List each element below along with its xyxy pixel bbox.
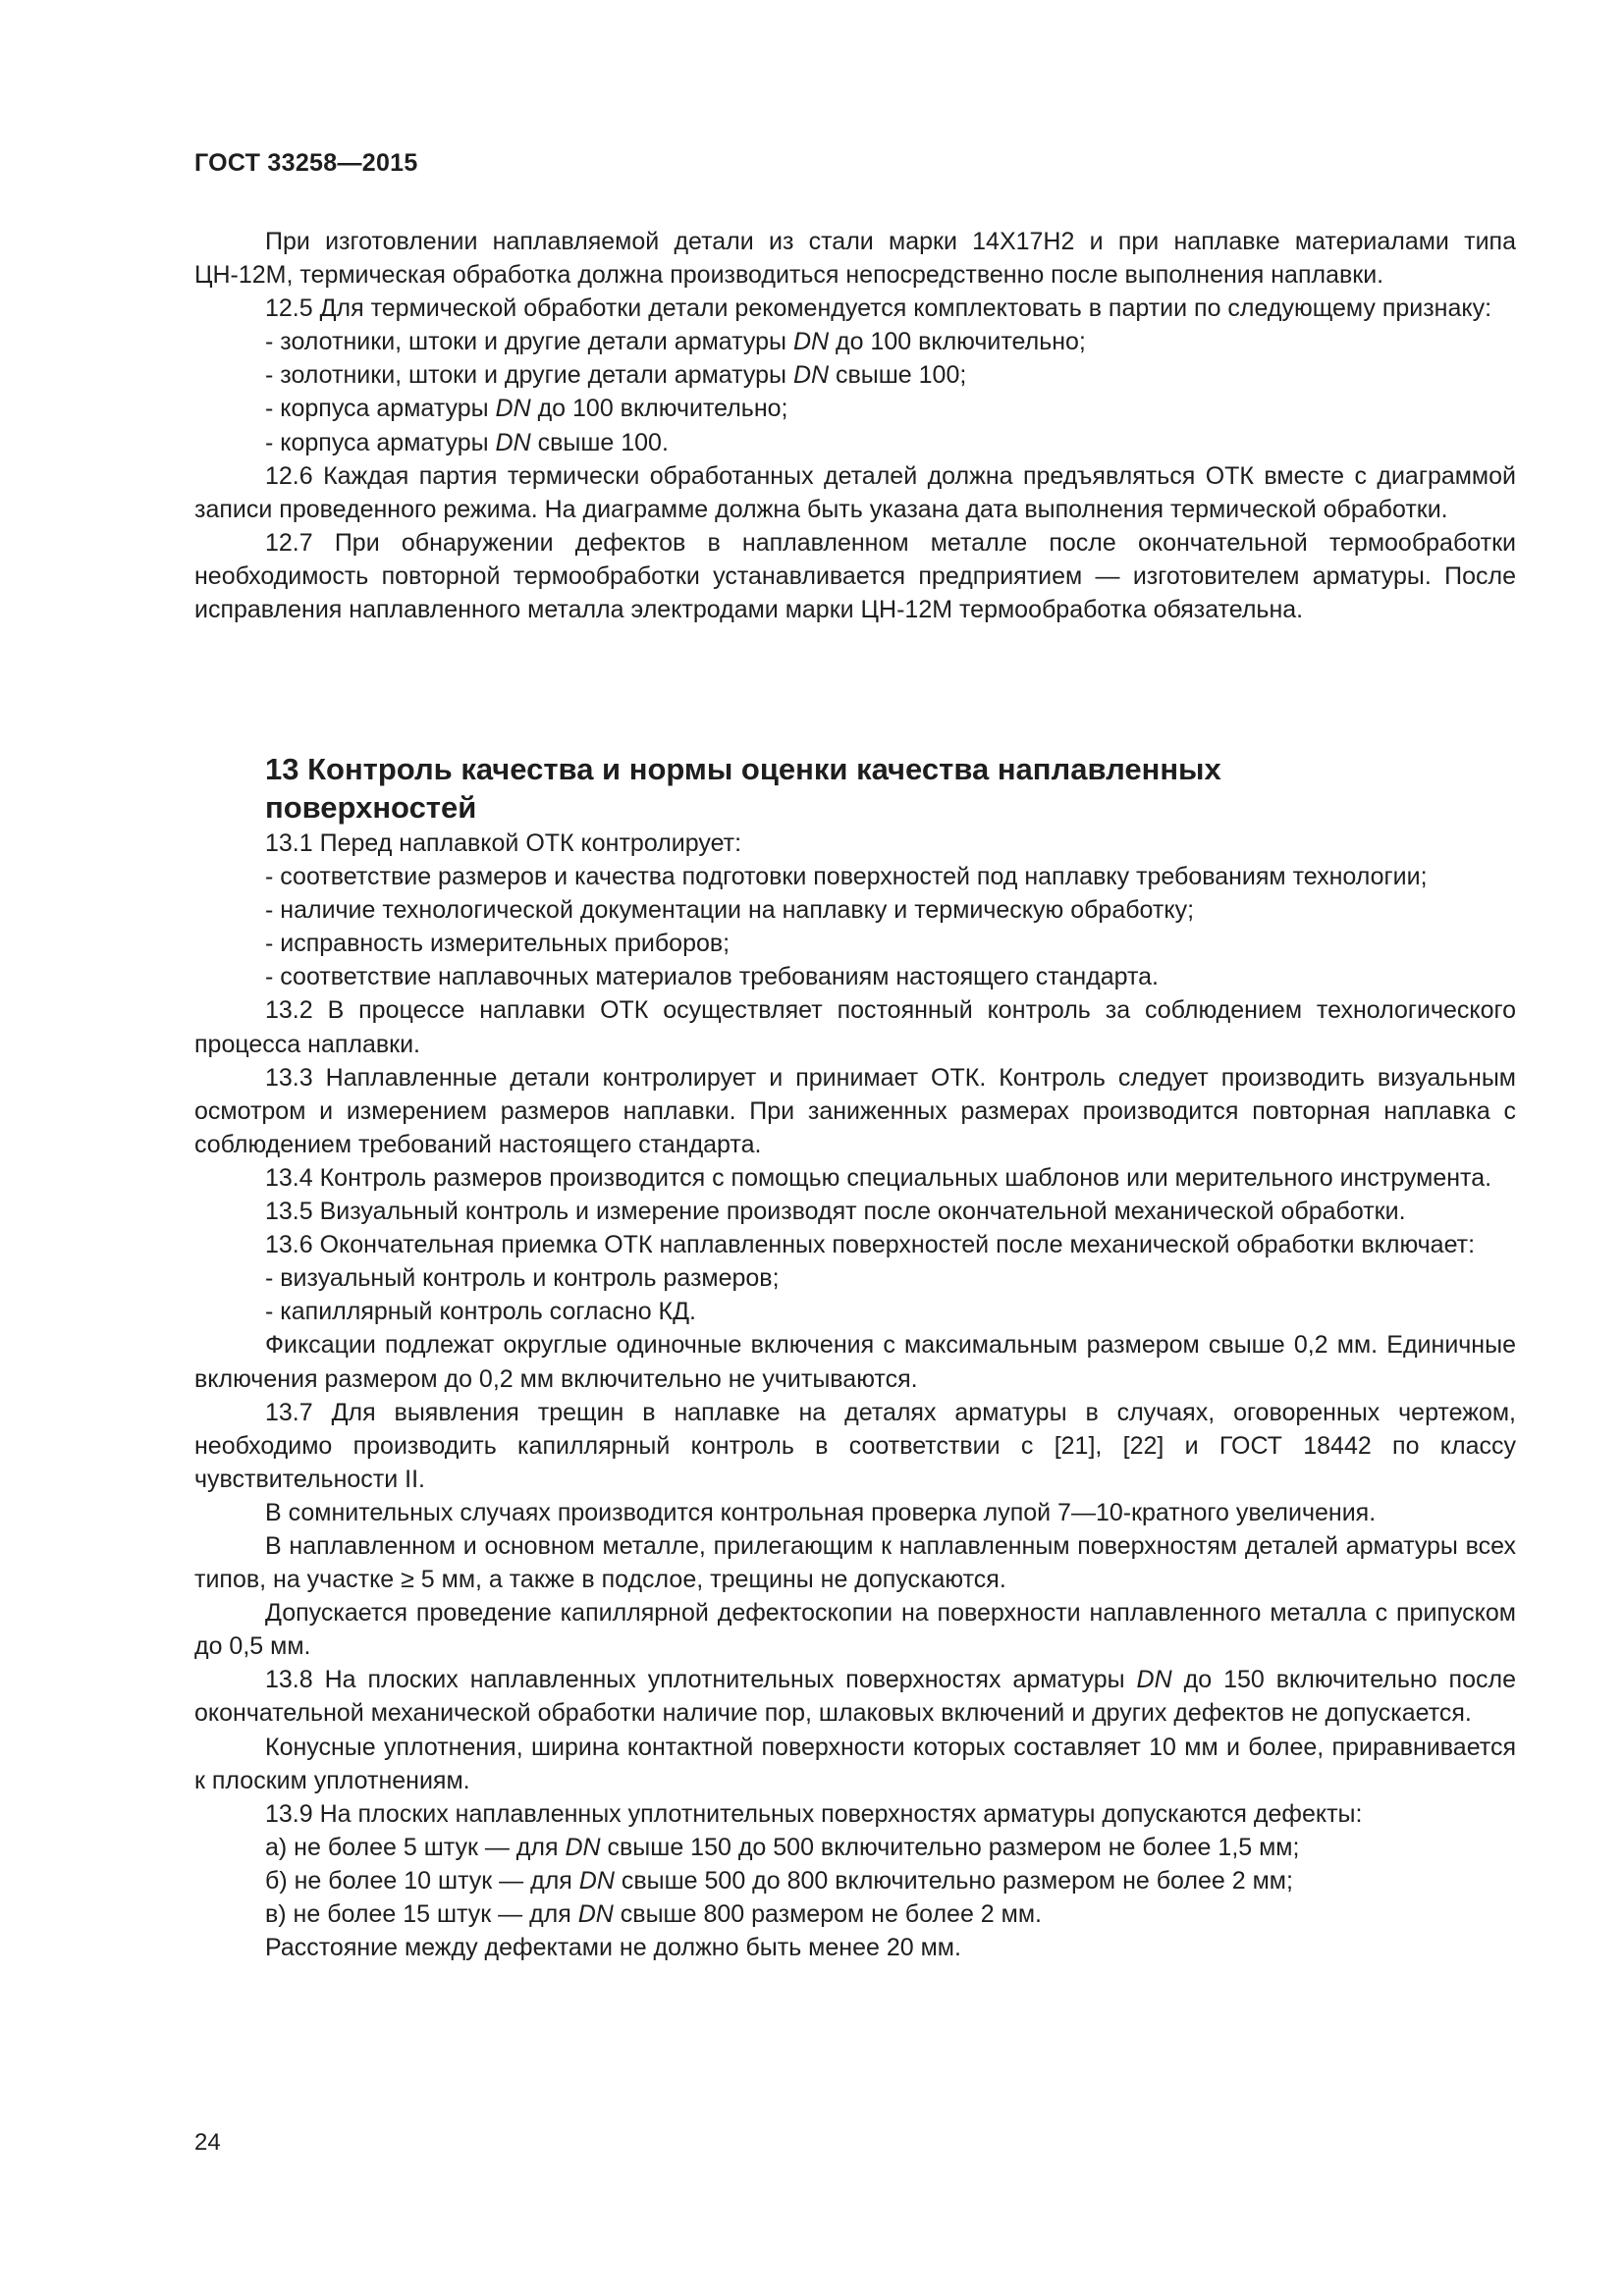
paragraph-13-3: 13.3 Наплавленные детали контролирует и принимает ОТК. Контроль следует производить визуальным осмотром и измерением размеров наплавки. При заниженных размерах производится повторная наплавка с соблюдением требований настоящего стандарта. bbox=[194, 1063, 1516, 1158]
list-item-13-6: - визуальный контроль и контроль размеров; bbox=[265, 1264, 780, 1293]
paragraph-fixation: Фиксации подлежат округлые одиночные включения с максимальным размером свыше 0,2 мм. Единичные включения размером до 0,2 мм включительно не учитываются. bbox=[194, 1331, 1516, 1393]
paragraph-13-8: 13.8 На плоских наплавленных уплотнительных поверхностях арматуры DN до 150 включительно после окончательной механической обработки наличие пор, шлаковых включений и других дефектов не допускается. bbox=[194, 1666, 1516, 1728]
section-13-heading-line-1: 13 Контроль качества и нормы оценки качества наплавленных bbox=[265, 752, 1221, 786]
paragraph-12-5: 12.5 Для термической обработки детали рекомендуется комплектовать в партии по следующему признаку: bbox=[265, 294, 1492, 323]
paragraph-cracks: В наплавленном и основном металле, прилегающим к наплавленным поверхностям деталей арматуры всех типов, на участке ≥ 5 мм, а также в подслое, трещины не допускаются. bbox=[194, 1531, 1516, 1594]
paragraph-defect-distance: Расстояние между дефектами не должно быть менее 20 мм. bbox=[265, 1934, 961, 1962]
paragraph-13-5: 13.5 Визуальный контроль и измерение производят после окончательной механической обработки. bbox=[265, 1198, 1406, 1226]
list-item-13-6: - капиллярный контроль согласно КД. bbox=[265, 1298, 697, 1326]
list-item-13-1: - соответствие наплавочных материалов требованиям настоящего стандарта. bbox=[265, 963, 1159, 991]
list-item-12-5: - корпуса арматуры DN до 100 включительно; bbox=[265, 395, 788, 423]
paragraph-13-4: 13.4 Контроль размеров производится с помощью специальных шаблонов или мерительного инструмента. bbox=[265, 1163, 1492, 1192]
list-item-12-5: - золотники, штоки и другие детали арматуры DN свыше 100; bbox=[265, 361, 967, 390]
list-item-13-9: в) не более 15 штук — для DN свыше 800 размером не более 2 мм. bbox=[265, 1900, 1042, 1928]
paragraph-13-6: 13.6 Окончательная приемка ОТК наплавленных поверхностей после механической обработки включает: bbox=[265, 1231, 1476, 1259]
document-header: ГОСТ 33258—2015 bbox=[194, 149, 418, 177]
paragraph-allowed-inspection: Допускается проведение капиллярной дефектоскопии на поверхности наплавленного металла с припуском до 0,5 мм. bbox=[194, 1599, 1516, 1661]
list-item-13-1: - соответствие размеров и качества подготовки поверхностей под наплавку требованиям технологии; bbox=[265, 863, 1428, 891]
section-13-heading bbox=[265, 750, 1443, 827]
section-12-continuation bbox=[194, 225, 1516, 626]
paragraph-13-1: 13.1 Перед наплавкой ОТК контролирует: bbox=[265, 829, 742, 857]
paragraph-13-9: 13.9 На плоских наплавленных уплотнительных поверхностях арматуры допускаются дефекты: bbox=[265, 1799, 1363, 1828]
paragraph-13-7: 13.7 Для выявления трещин в наплавке на деталях арматуры в случаях, оговоренных чертежом, необходимо производить капиллярный контроль в соответствии с [21], [22] и ГОСТ 18442 по классу чувствительности II. bbox=[194, 1398, 1516, 1493]
list-item-13-1: - наличие технологической документации на наплавку и термическую обработку; bbox=[265, 896, 1195, 925]
paragraph-12-7: 12.7 При обнаружении дефектов в наплавленном металле после окончательной термообработки необходимость повторной термообработки устанавливается предприятием — изготовителем арматуры. После исправления наплавленного металла электродами марки ЦН-12М термообработка обязательна. bbox=[194, 528, 1516, 624]
list-item-13-9: а) не более 5 штук — для DN свыше 150 до 500 включительно размером не более 1,5 мм; bbox=[265, 1833, 1300, 1861]
paragraph-cone-seals: Конусные уплотнения, ширина контактной поверхности которых составляет 10 мм и более, приравнивается к плоским уплотнениям. bbox=[194, 1733, 1516, 1794]
section-13-body bbox=[194, 827, 1516, 1964]
paragraph-12-6: 12.6 Каждая партия термически обработанных деталей должна предъявляться ОТК вместе с диаграммой записи проведенного режима. На диаграмме должна быть указана дата выполнения термической обработки. bbox=[194, 461, 1516, 523]
paragraph-doubtful-cases: В сомнительных случаях производится контрольная проверка лупой 7—10-кратного увеличения. bbox=[265, 1498, 1377, 1526]
list-item-13-9: б) не более 10 штук — для DN свыше 500 до 800 включительно размером не более 2 мм; bbox=[265, 1866, 1293, 1895]
list-item-12-5: - корпуса арматуры DN свыше 100. bbox=[265, 428, 669, 456]
section-13-heading-line-2: поверхностей bbox=[265, 790, 477, 825]
list-item-13-1: - исправность измерительных приборов; bbox=[265, 930, 731, 958]
paragraph-13-2: 13.2 В процессе наплавки ОТК осуществляет постоянный контроль за соблюдением технологического процесса наплавки. bbox=[194, 996, 1516, 1058]
page-number: 24 bbox=[194, 2129, 221, 2156]
list-item-12-5: - золотники, штоки и другие детали арматуры DN до 100 включительно; bbox=[265, 328, 1086, 356]
paragraph-heat-treatment: При изготовлении наплавляемой детали из стали марки 14Х17Н2 и при наплавке материалами типа ЦН-12М, термическая обработка должна производиться непосредственно после выполнения наплавки. bbox=[194, 228, 1516, 290]
